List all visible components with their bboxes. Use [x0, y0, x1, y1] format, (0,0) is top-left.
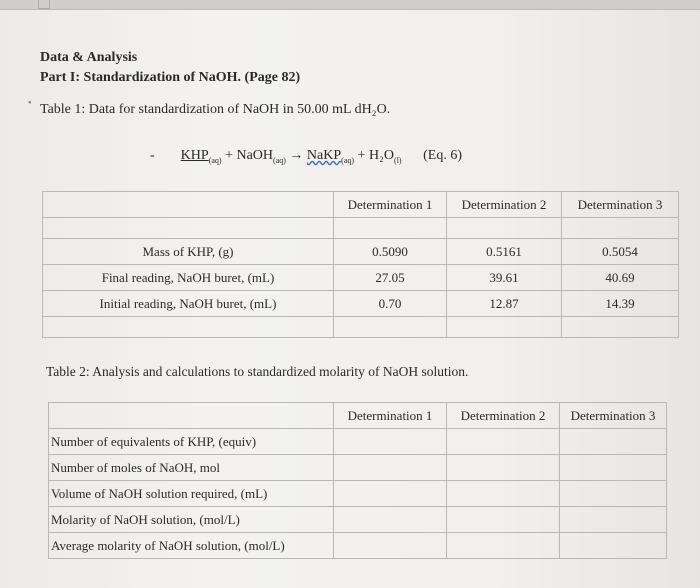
- row-label: Number of equivalents of KHP, (equiv): [49, 429, 334, 455]
- answer-cell[interactable]: [447, 429, 560, 455]
- reaction-equation: [150, 148, 462, 165]
- equation-dash: -: [150, 148, 155, 163]
- table-row[interactable]: [49, 533, 667, 559]
- col-header: Determination 2: [447, 192, 562, 218]
- answer-cell[interactable]: [334, 429, 447, 455]
- section-title: Data & Analysis: [40, 50, 138, 65]
- table-row: [43, 265, 679, 291]
- row-label: Molarity of NaOH solution, (mol/L): [49, 507, 334, 533]
- answer-cell[interactable]: [447, 455, 560, 481]
- equation-label: (Eq. 6): [423, 148, 462, 163]
- answer-cell[interactable]: [334, 481, 447, 507]
- section-subtitle: Part I: Standardization of NaOH. (Page 82): [40, 70, 301, 85]
- cell-value: 12.87: [447, 291, 562, 317]
- answer-cell[interactable]: [560, 429, 667, 455]
- row-label: Volume of NaOH solution required, (mL): [49, 481, 334, 507]
- answer-cell[interactable]: [560, 507, 667, 533]
- product-nakp: NaKP$_{(aq)}$: [306, 148, 355, 165]
- bullet-mark: •: [28, 98, 32, 109]
- cell-value: 14.39: [562, 291, 679, 317]
- reaction-arrow: →: [285, 148, 307, 163]
- reactant-khp: $KHP_{(aq)}$: [180, 148, 222, 165]
- col-header: Determination 1: [334, 403, 447, 429]
- col-header: Determination 3: [560, 403, 667, 429]
- cell-value: 0.5090: [334, 239, 447, 265]
- product-water: + $H_2O_{(l)}$: [354, 148, 402, 165]
- cell-value: 0.5161: [447, 239, 562, 265]
- table-row[interactable]: [49, 507, 667, 533]
- table-row[interactable]: [49, 481, 667, 507]
- cell-value: 27.05: [334, 265, 447, 291]
- table2-caption: Table 2: Analysis and calculations to standardized molarity of NaOH solution.: [46, 364, 469, 379]
- table1-caption: Table 1: Data for standardization of NaOH in 50.00 mL dH₂O.: [40, 102, 391, 117]
- row-label: Final reading, NaOH buret, (mL): [43, 265, 334, 291]
- cell-value: 40.69: [562, 265, 679, 291]
- col-header: Determination 1: [334, 192, 447, 218]
- answer-cell[interactable]: [560, 533, 667, 559]
- table-header-row: [49, 403, 667, 429]
- answer-cell[interactable]: [334, 455, 447, 481]
- naoh-analysis-table: [48, 402, 667, 559]
- table-row: [43, 239, 679, 265]
- cell-value: 0.5054: [562, 239, 679, 265]
- answer-cell[interactable]: [447, 533, 560, 559]
- row-label: Average molarity of NaOH solution, (mol/L): [49, 533, 334, 559]
- answer-cell[interactable]: [560, 455, 667, 481]
- table-header-row: [43, 192, 679, 218]
- answer-cell[interactable]: [560, 481, 667, 507]
- answer-cell[interactable]: [447, 507, 560, 533]
- top-binding-strip: [0, 0, 700, 10]
- answer-cell[interactable]: [334, 507, 447, 533]
- row-label: Mass of KHP, (g): [43, 239, 334, 265]
- table-row: [43, 291, 679, 317]
- answer-cell[interactable]: [334, 533, 447, 559]
- answer-cell[interactable]: [447, 481, 560, 507]
- table-row[interactable]: [49, 455, 667, 481]
- cell-value: 0.70: [334, 291, 447, 317]
- cell-value: 39.61: [447, 265, 562, 291]
- row-label: Number of moles of NaOH, mol: [49, 455, 334, 481]
- col-header: Determination 2: [447, 403, 560, 429]
- reactant-naoh: + NaOH$_{(aq)}$: [221, 148, 286, 165]
- col-header: Determination 3: [562, 192, 679, 218]
- row-label: Initial reading, NaOH buret, (mL): [43, 291, 334, 317]
- table-row[interactable]: [49, 429, 667, 455]
- standardization-data-table: [42, 191, 679, 338]
